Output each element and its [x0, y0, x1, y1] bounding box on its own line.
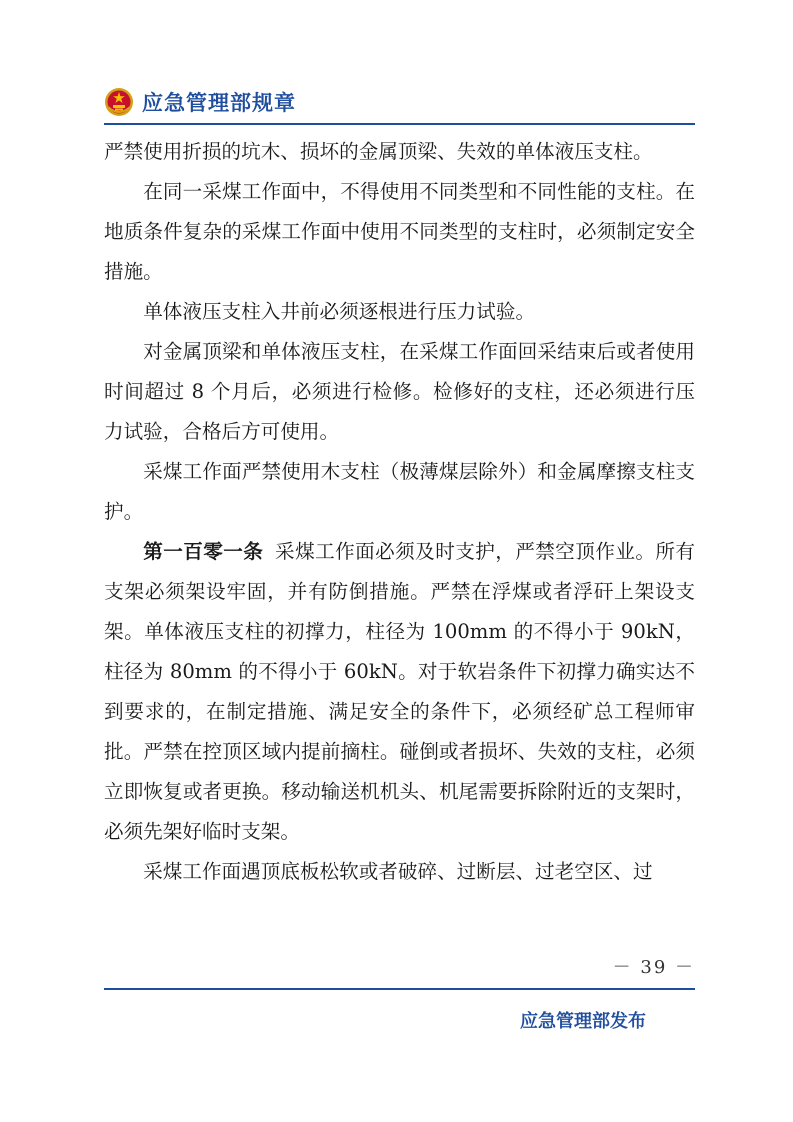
paragraph: 在同一采煤工作面中，不得使用不同类型和不同性能的支柱。在地质条件复杂的采煤工作面中使用不同类型的支柱时，必须制定安全措施。: [104, 180, 695, 283]
document-body: [104, 132, 695, 892]
paragraph: 对金属顶梁和单体液压支柱，在采煤工作面回采结束后或者使用时间超过 8 个月后，必须进行检修。检修好的支柱，还必须进行压力试验，合格后方可使用。: [104, 340, 695, 443]
paragraph: 严禁使用折损的坑木、损坏的金属顶梁、失效的单体液压支柱。: [104, 140, 653, 163]
footer-publisher: 应急管理部发布: [520, 1011, 646, 1032]
article-paragraph: [104, 532, 695, 852]
header-divider: [104, 123, 695, 125]
article-text: 采煤工作面必须及时支护，严禁空顶作业。所有支架必须架设牢固，并有防倒措施。严禁在浮煤或者浮矸上架设支架。单体液压支柱的初撑力，柱径为 100mm 的不得小于 90kN，柱径为 80mm 的不得小于 60kN。对于软岩条件下初撑力确实达不到要求的，在制定措施、满足安全的条件下，必须经矿总工程师审批。严禁在控顶区域内提前摘柱。碰倒或者损坏、失效的支柱，必须立即恢复或者更换。移动输送机机头、机尾需要拆除附近的支架时，必须先架好临时支架。: [104, 540, 696, 843]
footer-divider: [104, 988, 695, 990]
header-title: 应急管理部规章: [142, 91, 296, 115]
article-number: 第一百零一条: [143, 540, 264, 563]
paragraph: 单体液压支柱入井前必须逐根进行压力试验。: [143, 300, 536, 323]
national-emblem-icon: [104, 87, 134, 117]
page-header: [104, 84, 296, 120]
page-number: － 39 －: [612, 957, 695, 978]
paragraph: 采煤工作面严禁使用木支柱（极薄煤层除外）和金属摩擦支柱支护。: [104, 460, 695, 523]
paragraph: 采煤工作面遇顶底板松软或者破碎、过断层、过老空区、过: [143, 860, 653, 883]
